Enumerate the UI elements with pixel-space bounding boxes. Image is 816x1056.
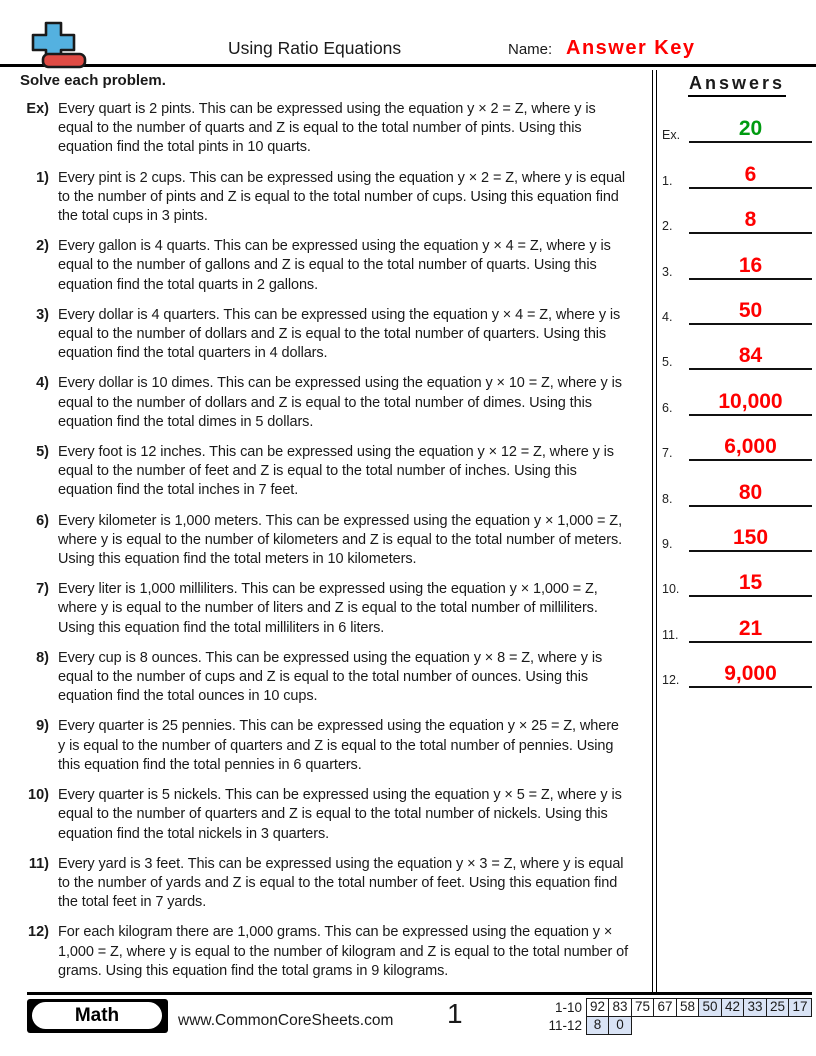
score-cell: 17 xyxy=(788,998,812,1017)
answer-value: 50 xyxy=(738,298,763,322)
answer-label: 9. xyxy=(662,536,673,551)
answer-value: 6 xyxy=(744,162,757,186)
problem-text: Every cup is 8 ounces. This can be expressed using the equation y × 8 = Z, where y is equal to the number of cups and Z is equal to the total number of ounces. Using this equation find the total ounces in 10 cups. xyxy=(58,649,603,705)
answer-label: 11. xyxy=(662,627,679,642)
page-title: Using Ratio Equations xyxy=(228,38,402,58)
answer-row-9 xyxy=(662,507,812,552)
answer-row-2 xyxy=(662,189,812,234)
answer-value: 84 xyxy=(738,344,763,368)
problem-item-7 xyxy=(20,580,638,638)
answer-row-8 xyxy=(662,461,812,506)
answer-label: Ex. xyxy=(662,128,681,143)
answer-label: 12. xyxy=(662,673,680,688)
answer-label: 1. xyxy=(662,173,673,188)
answer-value: 16 xyxy=(738,253,763,277)
problem-item-8 xyxy=(20,649,638,707)
score-cell: 75 xyxy=(631,998,655,1017)
problem-number: 8) xyxy=(36,649,49,666)
answer-blank-line xyxy=(689,255,812,280)
answers-column-divider xyxy=(652,70,657,992)
problem-number: 4) xyxy=(36,375,49,392)
problem-text: Every dollar is 4 quarters. This can be expressed using the equation y × 4 = Z, where y is equal to the number of dollars and Z is equal to the total number of quarters. Using this equation find the total quarters in 4 dollars. xyxy=(58,306,621,362)
score-cell: 33 xyxy=(743,998,767,1017)
score-row-label: 11-12 xyxy=(548,1017,582,1033)
score-cell: 0 xyxy=(608,1016,632,1035)
answer-blank-line xyxy=(689,618,812,643)
score-cell: 42 xyxy=(721,998,745,1017)
main-content xyxy=(0,70,816,992)
answer-blank-line xyxy=(689,572,812,597)
answer-value: 80 xyxy=(738,480,763,504)
subject-badge-label: Math xyxy=(32,1002,162,1029)
name-label: Name: xyxy=(508,41,553,58)
problem-number: 10) xyxy=(28,787,49,804)
problem-number: 5) xyxy=(36,444,49,461)
score-row-label: 1-10 xyxy=(554,1000,582,1015)
problem-text: Every yard is 3 feet. This can be expressed using the equation y × 3 = Z, where y is equal to the number of yards and Z is equal to the total number of feet. Using this equation find the total feet in 7 yards. xyxy=(58,855,624,911)
problem-item-2 xyxy=(20,237,638,295)
answer-value: 20 xyxy=(738,117,763,141)
worksheet-header xyxy=(0,0,816,67)
answer-blank-line xyxy=(689,164,812,189)
problem-item-6 xyxy=(20,512,638,570)
problem-item-5 xyxy=(20,443,638,501)
worksheet-footer xyxy=(27,992,812,1038)
answer-row-7 xyxy=(662,416,812,461)
problem-item-3 xyxy=(20,306,638,364)
answer-value: 15 xyxy=(738,571,763,595)
answer-value: 6,000 xyxy=(724,435,777,459)
answers-title: Answers xyxy=(688,73,786,97)
score-cell: 50 xyxy=(698,998,722,1017)
answer-row-4 xyxy=(662,280,812,325)
score-cell: 25 xyxy=(766,998,790,1017)
problem-item-ex xyxy=(20,100,638,158)
problem-text: Every gallon is 4 quarts. This can be expressed using the equation y × 4 = Z, where y is equal to the number of gallons and Z is equal to the total number of quarts. Using this equation find the total quarts in 2 gallons. xyxy=(58,238,611,293)
answer-blank-line xyxy=(689,118,812,143)
answers-panel xyxy=(662,70,812,688)
problem-text: Every pint is 2 cups. This can be expressed using the equation y × 2 = Z, where y is equal to the number of pints and Z is equal to the total number of cups. Using this equation find the total cups in 3 pints. xyxy=(58,169,626,225)
grading-score-table xyxy=(543,998,812,1035)
problem-number: 6) xyxy=(36,512,49,529)
answer-label: 3. xyxy=(662,264,673,279)
score-cell: 58 xyxy=(676,998,700,1017)
problem-item-1 xyxy=(20,169,638,227)
problem-text: Every dollar is 10 dimes. This can be expressed using the equation y × 10 = Z, where y is equal to the number of dollars and Z is equal to the total number of dimes. Using this equation find the total dimes in 5 dollars. xyxy=(58,375,622,430)
problem-number: 11) xyxy=(28,855,49,872)
answer-label: 10. xyxy=(662,582,680,597)
answer-blank-line xyxy=(689,209,812,234)
answer-value: 9,000 xyxy=(724,662,777,686)
problem-item-10 xyxy=(20,786,638,844)
problem-text: For each kilogram there are 1,000 grams. This can be expressed using the equation y × 1,000 = Z, where y is equal to the number of kilogram and Z is equal to the total number of grams. Using this equation find the total grams in 9 kilograms. xyxy=(58,924,629,979)
problem-number: 12) xyxy=(28,924,49,941)
answer-blank-line xyxy=(689,527,812,552)
problem-number: 3) xyxy=(36,306,49,323)
score-cell: 83 xyxy=(608,998,632,1017)
answer-row-1 xyxy=(662,143,812,188)
answer-label: 4. xyxy=(662,309,673,324)
problem-item-12 xyxy=(20,923,638,981)
answer-value: 10,000 xyxy=(718,389,783,413)
problem-list xyxy=(20,100,638,992)
answer-rows xyxy=(662,98,812,688)
problem-number: 1) xyxy=(36,169,49,186)
problem-text: Every quarter is 5 nickels. This can be expressed using the equation y × 5 = Z, where y is equal to the number of quarters and Z is equal to the total number of nickels. Using this equation find the total nickels in 3 quarters. xyxy=(58,787,622,842)
answer-blank-line xyxy=(689,663,812,688)
answer-label: 2. xyxy=(662,219,673,234)
problem-text: Every quart is 2 pints. This can be expressed using the equation y × 2 = Z, where y is equal to the number of quarts and Z is equal to the total number of pints. Using this equation find the total pints in 10 quarts. xyxy=(58,101,596,156)
answer-value: 150 xyxy=(732,525,769,549)
answer-label: 8. xyxy=(662,491,673,506)
score-cell: 67 xyxy=(653,998,677,1017)
problem-number: 2) xyxy=(36,238,49,255)
answer-row-12 xyxy=(662,643,812,688)
answer-row-11 xyxy=(662,597,812,642)
answer-row-10 xyxy=(662,552,812,597)
answer-blank-line xyxy=(689,345,812,370)
problem-number: 9) xyxy=(36,718,49,735)
score-cell: 8 xyxy=(586,1016,610,1035)
answer-value: 8 xyxy=(744,208,757,232)
problem-text: Every quarter is 25 pennies. This can be expressed using the equation y × 25 = Z, where y is equal to the number of quarters and Z is equal to the total number of pennies. Using this equation find the total pennies in 6 quarters. xyxy=(58,718,619,773)
problem-text: Every liter is 1,000 milliliters. This can be expressed using the equation y × 1,000 = Z, where y is equal to the number of liters and Z is equal to the total number of milliliters. Using this equation find the total milliliters in 6 liters. xyxy=(58,581,598,636)
answer-value: 21 xyxy=(738,616,763,640)
problem-number: 7) xyxy=(36,581,49,598)
answer-label: 6. xyxy=(662,400,673,415)
answer-row-ex xyxy=(662,98,812,143)
plus-minus-math-icon xyxy=(30,21,88,74)
answer-row-6 xyxy=(662,370,812,415)
answer-key-text: Answer Key xyxy=(566,37,696,59)
problem-item-11 xyxy=(20,855,638,913)
answer-row-5 xyxy=(662,325,812,370)
answer-label: 7. xyxy=(662,446,673,461)
answer-label: 5. xyxy=(662,355,673,370)
instruction-text: Solve each problem. xyxy=(20,72,166,89)
website-url: www.CommonCoreSheets.com xyxy=(178,1012,394,1029)
page-number: 1 xyxy=(447,998,463,1029)
answer-blank-line xyxy=(689,391,812,416)
subject-badge xyxy=(27,999,168,1033)
score-row-2 xyxy=(543,1016,812,1035)
problem-text: Every foot is 12 inches. This can be expressed using the equation y × 12 = Z, where y is equal to the number of feet and Z is equal to the total number of inches. Using this equation find the total inches in 7 feet. xyxy=(58,444,614,499)
problem-number: Ex) xyxy=(26,101,49,117)
answer-blank-line xyxy=(689,300,812,325)
score-cell: 92 xyxy=(586,998,610,1017)
problem-item-4 xyxy=(20,374,638,432)
score-row-1 xyxy=(543,998,812,1017)
answer-row-3 xyxy=(662,234,812,279)
answer-blank-line xyxy=(689,482,812,507)
problem-item-9 xyxy=(20,717,638,775)
answer-blank-line xyxy=(689,436,812,461)
problem-text: Every kilometer is 1,000 meters. This can be expressed using the equation y × 1,000 = Z, where y is equal to the number of kilometers and Z is equal to the total number of meters. Using this equation find the total meters in 10 kilometers. xyxy=(58,512,623,568)
